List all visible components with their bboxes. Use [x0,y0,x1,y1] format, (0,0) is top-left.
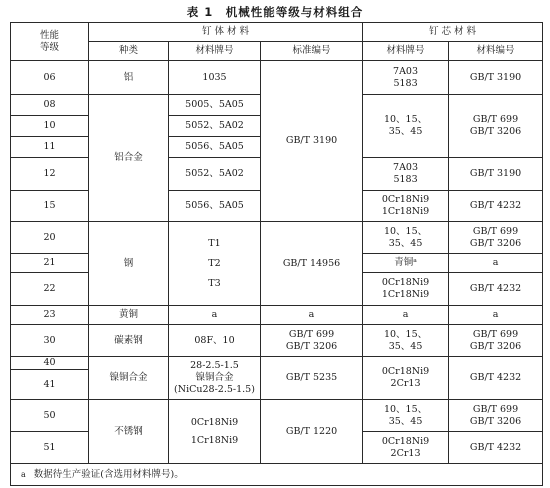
core-line: 0Cr18Ni9 [381,277,430,288]
body-mark-cell [169,357,261,400]
core-mark-cell [363,273,449,306]
body-mark-cell: 5056、5A05 [169,137,261,158]
core-std-cell [449,400,543,432]
table-row [11,61,543,95]
grade-cell: 41 [11,370,89,400]
core-std-cell: GB/T 3190 [449,61,543,95]
type-cell: 黄铜 [89,306,169,325]
grade-cell: 30 [11,325,89,357]
core-line: 35、45 [388,126,423,137]
core-std-line: GB/T 3206 [469,340,522,352]
header-type: 种类 [89,42,169,61]
standard-line: GB/T 699 [288,328,335,340]
core-line: 2Cr13 [390,378,421,389]
core-mark-cell: 青铜ᵃ [363,254,449,273]
type-cell: 碳素钢 [89,325,169,357]
core-line: 7A03 [393,65,419,77]
core-mark-cell [363,357,449,400]
core-std-cell: a [449,306,543,325]
core-std-line: GB/T 699 [472,114,519,125]
core-mark-cell [363,61,449,95]
standard-cell: GB/T 3190 [261,61,363,222]
header-core-material: 钉 芯 材 料 [363,23,543,42]
core-line: 10、15、 [383,114,428,125]
core-std-cell: GB/T 3190 [449,158,543,191]
standard-cell: GB/T 5235 [261,357,363,400]
core-line: 10、15、 [383,328,428,340]
grade-cell: 12 [11,158,89,191]
body-line: 28-2.5-1.5 [190,360,239,371]
core-std-cell: GB/T 4232 [449,191,543,222]
core-line: 35、45 [388,237,423,249]
core-line: 7A03 [393,162,419,173]
grade-cell: 21 [11,254,89,273]
footnote-mark: a [21,469,26,479]
header-grade-line1: 性能 [39,29,59,41]
body-mark-cell: 08F、10 [169,325,261,357]
core-std-cell: a [449,254,543,273]
body-mark-cell: 5005、5A05 [169,95,261,116]
standard-cell [261,325,363,357]
footnote-cell [11,464,543,486]
header-standard: 标准编号 [261,42,363,61]
core-line: 5183 [393,77,418,89]
type-cell: 钢 [89,222,169,306]
body-line: (NiCu28-2.5-1.5) [174,384,255,395]
core-mark-cell [363,400,449,432]
header-body-material: 钉 体 材 料 [89,23,363,42]
grade-cell: 50 [11,400,89,432]
core-mark-cell [363,191,449,222]
core-line: 1Cr18Ni9 [381,206,430,217]
core-mark-cell [363,158,449,191]
type-cell: 铝合金 [89,95,169,222]
body-line: T3 [208,277,221,289]
core-line: 35、45 [388,340,423,352]
material-combination-table [10,22,543,486]
table-row [11,400,543,432]
core-std-line: GB/T 699 [472,403,519,415]
header-grade-line2: 等级 [39,41,59,53]
type-cell: 镍铜合金 [89,357,169,400]
grade-cell: 06 [11,61,89,95]
grade-cell: 11 [11,137,89,158]
table-row [11,222,543,254]
core-std-line: GB/T 699 [472,225,519,237]
core-std-line: GB/T 3206 [469,415,522,427]
table-row [11,325,543,357]
body-line: 镍铜合金 [195,372,234,383]
core-mark-cell: a [363,306,449,325]
material-table-container [10,22,542,484]
header-core-standard: 材料编号 [449,42,543,61]
body-line: T1 [208,237,221,249]
grade-cell: 20 [11,222,89,254]
core-line: 35、45 [388,415,423,427]
body-line: 1Cr18Ni9 [190,434,239,446]
standard-line: GB/T 3206 [285,340,338,352]
header-grade [11,23,89,61]
body-line: T2 [208,257,221,269]
core-std-cell: GB/T 4232 [449,357,543,400]
core-std-line: GB/T 3206 [469,126,522,137]
type-cell: 不锈钢 [89,400,169,464]
body-mark-cell [169,400,261,464]
grade-cell: 10 [11,116,89,137]
core-std-cell [449,222,543,254]
core-line: 0Cr18Ni9 [381,194,430,205]
core-line: 10、15、 [383,403,428,415]
core-line: 1Cr18Ni9 [381,289,430,300]
table-title: 表 1 机械性能等级与材料组合 [186,5,364,19]
grade-cell: 40 [11,357,89,370]
core-mark-cell [363,95,449,158]
core-mark-cell [363,325,449,357]
standard-cell: a [261,306,363,325]
grade-cell: 22 [11,273,89,306]
core-line: 5183 [393,174,418,185]
core-std-cell [449,95,543,158]
core-line: 2Cr13 [390,447,421,459]
core-line: 10、15、 [383,225,428,237]
core-line: 0Cr18Ni9 [381,435,430,447]
table-row [11,306,543,325]
body-mark-cell: 1035 [169,61,261,95]
core-std-line: GB/T 699 [472,328,519,340]
grade-cell: 51 [11,432,89,464]
standard-cell: GB/T 1220 [261,400,363,464]
header-body-mark: 材料牌号 [169,42,261,61]
body-line: 0Cr18Ni9 [190,416,239,428]
table-row [11,357,543,370]
core-std-cell [449,325,543,357]
footnote-text: 数据待生产验证(含选用材料牌号)。 [33,468,184,480]
grade-cell: 23 [11,306,89,325]
body-mark-cell [169,222,261,306]
core-line: 0Cr18Ni9 [381,366,430,377]
header-core-mark: 材料牌号 [363,42,449,61]
body-mark-cell: a [169,306,261,325]
core-std-cell: GB/T 4232 [449,273,543,306]
core-std-cell: GB/T 4232 [449,432,543,464]
grade-cell: 15 [11,191,89,222]
grade-cell: 08 [11,95,89,116]
body-mark-cell: 5052、5A02 [169,158,261,191]
footnote-row [11,464,543,486]
body-mark-cell: 5052、5A02 [169,116,261,137]
core-std-line: GB/T 3206 [469,237,522,249]
standard-cell: GB/T 14956 [261,222,363,306]
type-cell: 铝 [89,61,169,95]
body-mark-cell: 5056、5A05 [169,191,261,222]
core-mark-cell [363,222,449,254]
core-mark-cell [363,432,449,464]
